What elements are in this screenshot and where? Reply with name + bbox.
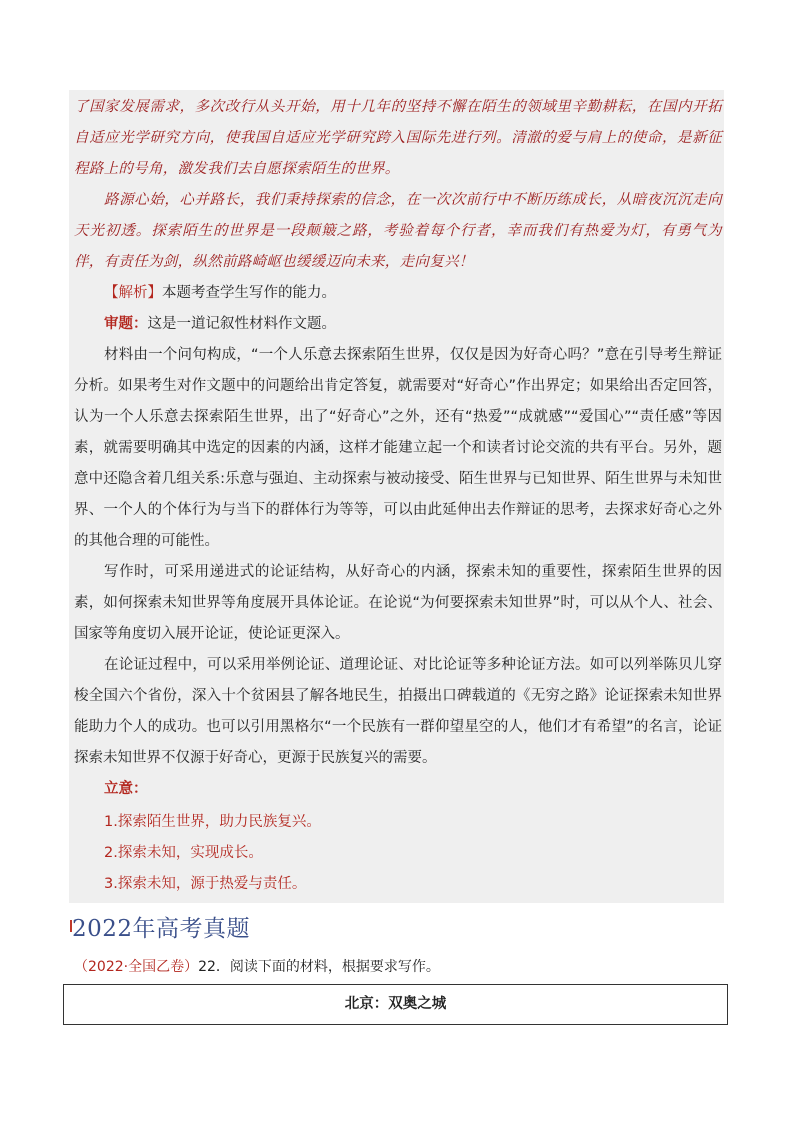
review-line [104, 309, 704, 340]
theme-item-3: 3.探索未知，源于热爱与责任。 [104, 876, 307, 892]
question-source: （2022·全国乙卷） [74, 959, 199, 975]
section-heading: 2022年高考真题 [72, 916, 251, 942]
analysis-intro-text: 本题考查学生写作的能力。 [162, 285, 336, 301]
question-text: 22．阅读下面的材料，根据要求写作。 [198, 959, 440, 975]
analysis-paragraph-1: 材料由一个问句构成，“一个人乐意去探索陌生世界，仅仅是因为好奇心吗？”意在引导考生辩证分析。如果考生对作文题中的问题给出肯定答复，就需要对“好奇心”作出界定；如果给出否定回答，认为一个人乐意去探索陌生世界，出了“好奇心”之外，还有“热爱”“成就感”“爱国心”“责任感”等因素，就需要明确其中选定的因素的内涵，这样才能建立起一个和读者讨论交流的共有平台。另外，题意中还隐含着几组关系:乐意与强迫、主动探索与被动接受、陌生世界与已知世界、陌生世界与未知世界、一个人的个体行为与当下的群体行为等等，可以由此延伸出去作辩证的思考，去探求好奇心之外的其他合理的可能性。 [74, 347, 722, 549]
analysis-paragraph-2: 写作时，可采用递进式的论证结构，从好奇心的内涵，探索未知的重要性，探索陌生世界的因素，如何探索未知世界等角度展开具体论证。在论说“为何要探索未知世界”时，可以从个人、社会、国家等角度切入展开论证，使论证更深入。 [74, 564, 722, 642]
theme-item-2: 2.探索未知，实现成长。 [104, 845, 263, 861]
analysis-paragraph-3: 在论证过程中，可以采用举例论证、道理论证、对比论证等多种论证方法。如可以列举陈贝儿穿梭全国六个省份，深入十个贫困县了解各地民生，拍摄出口碑载道的《无穷之路》论证探索未知世界能助力个人的成功。也可以引用黑格尔“一个民族有一群仰望星空的人，他们才有希望”的名言，论证探索未知世界不仅源于好奇心，更源于民族复兴的需要。 [74, 657, 722, 766]
essay-paragraph-1: 了国家发展需求，多次改行从头开始，用十几年的坚持不懈在陌生的领域里辛勤耕耘，在国内开拓自适应光学研究方向，使我国自适应光学研究跨入国际先进行列。清澈的爱与肩上的使命，是新征程路上的号角，激发我们去自愿探索陌生的世界。 [74, 99, 722, 177]
theme-label: 立意： [104, 781, 148, 797]
review-label: 审题： [104, 316, 148, 332]
review-text: 这是一道记叙性材料作文题。 [147, 316, 336, 332]
analysis-label: 【解析】 [104, 285, 162, 301]
analysis-intro [104, 278, 704, 309]
material-title: 北京：双奥之城 [344, 996, 447, 1012]
material-box [63, 984, 728, 1025]
essay-paragraph-2: 路源心始，心并路长，我们秉持探索的信念，在一次次前行中不断历练成长，从暗夜沉沉走向天光初透。探索陌生的世界是一段颠簸之路，考验着每个行者，幸而我们有热爱为灯，有勇气为伴，有责任为剑，纵然前路崎岖也缓缓迈向未来，走向复兴！ [74, 192, 722, 270]
theme-item-1: 1.探索陌生世界，助力民族复兴。 [104, 814, 321, 830]
question-line [74, 956, 440, 976]
